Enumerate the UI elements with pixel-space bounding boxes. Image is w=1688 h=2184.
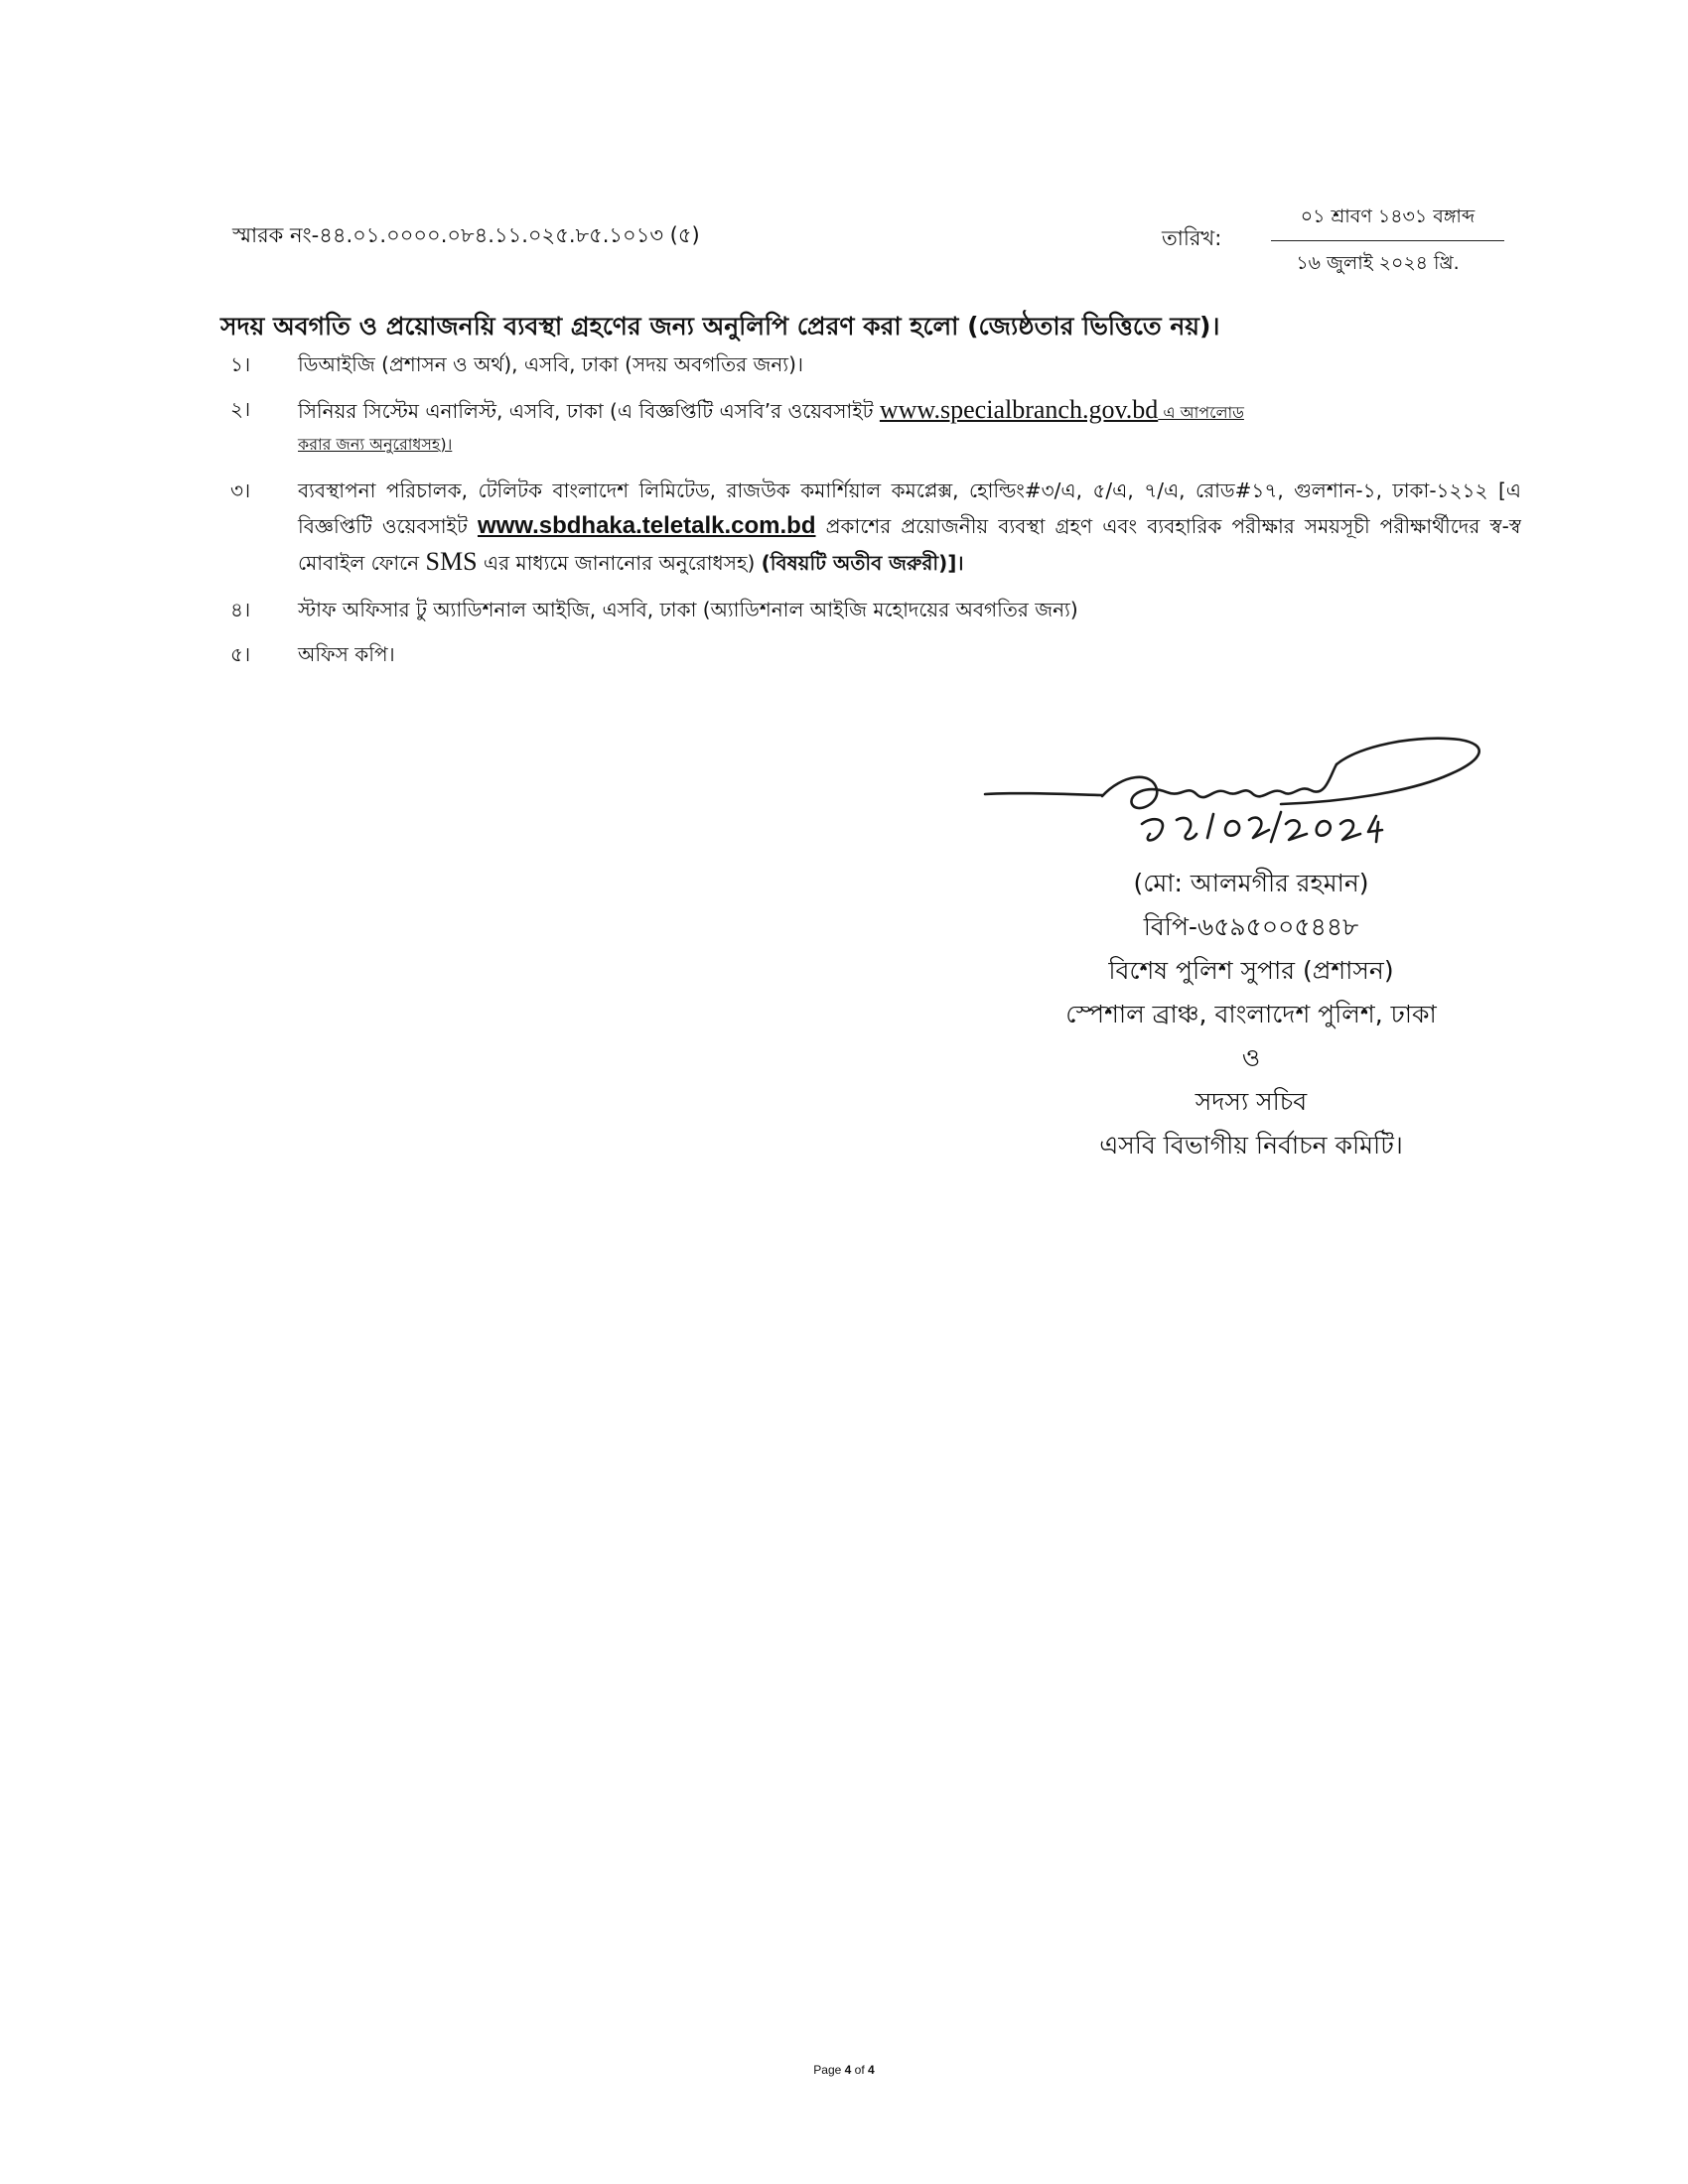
signatory-block (973, 862, 1529, 1167)
signature-stroke (1281, 739, 1479, 804)
date-stroke (1286, 820, 1307, 840)
list-item (230, 474, 1521, 581)
date-label: তারিখ: (1162, 226, 1222, 250)
item-number: ৩। (230, 478, 251, 502)
signatory-office: স্পেশাল ব্রাঞ্চ, বাংলাদেশ পুলিশ, ঢাকা (1065, 1000, 1437, 1028)
item-number: ৪। (230, 598, 251, 621)
date-stroke (1177, 818, 1196, 839)
date-stroke (1317, 821, 1331, 836)
page-footer (0, 2063, 1688, 2077)
item-text-mid: প্রকাশের প্রয়োজনীয় ব্যবস্থা গ্রহণ এবং ব্যবহারিক পরীক্ষার সময়সূচী পরীক্ষার্থীদের স্ব-স্ব মোবাইল ফোনে (298, 514, 1521, 575)
sms-text: SMS (425, 547, 478, 576)
memo-number: স্মারক নং-৪৪.০১.০০০০.০৮৪.১১.০২৫.৮৫.১০১৩ (৫) (232, 223, 700, 247)
date-bangla: ০১ শ্রাবণ ১৪৩১ বঙ্গাব্দ (1271, 203, 1504, 241)
signatory-role: সদস্য সচিব (1195, 1087, 1308, 1116)
list-item (230, 394, 1521, 460)
teletalk-link[interactable]: www.sbdhaka.teletalk.com.bd (477, 512, 816, 539)
item-text-continued: করার জন্য অনুরোধসহ)। (298, 435, 453, 454)
signatory-committee: এসবি বিভাগীয় নির্বাচন কমিটি। (1099, 1131, 1403, 1160)
list-item (230, 639, 1521, 670)
item-number: ২। (230, 397, 251, 421)
list-item (230, 349, 1521, 380)
page-current: 4 (844, 2063, 852, 2077)
date-stroke (1340, 820, 1360, 840)
signatory-title: বিশেষ পুলিশ সুপার (প্রশাসন) (1108, 956, 1394, 985)
signature-stroke (985, 793, 1102, 795)
date-block (1162, 203, 1504, 276)
item-text: স্টাফ অফিসার টু অ্যাডিশনাল আইজি, এসবি, ঢাকা (অ্যাডিশনাল আইজি মহোদয়ের অবগতির জন্য) (298, 598, 1078, 621)
item-number: ৫। (230, 642, 251, 666)
signatory-bp-number: বিপি-৬৫৯৫০০৫৪৪৮ (1143, 912, 1359, 941)
date-stroke (1207, 814, 1213, 838)
page-total: 4 (868, 2063, 875, 2077)
date-stroke (1225, 821, 1239, 836)
distribution-heading: সদয় অবগতি ও প্রয়োজনয়ি ব্যবস্থা গ্রহণের জন্য অনুলিপি প্রেরণ করা হলো (জ্যেষ্ঠতার ভিত্তিতে নয়)। (220, 312, 1220, 341)
signature-stroke (1102, 764, 1336, 808)
item-text: সিনিয়র সিস্টেম এনালিস্ট, এসবি, ঢাকা (এ বিজ্ঞপ্তিটি এসবি’র ওয়েবসাইট (298, 399, 880, 423)
date-stroke (1271, 812, 1281, 842)
item-number: ১। (230, 352, 251, 376)
distribution-list (230, 349, 1521, 684)
website-link[interactable]: www.specialbranch.gov.bd (879, 395, 1159, 424)
of-word: of (854, 2063, 865, 2077)
item-text-tail: এ আপলোড (1158, 403, 1244, 422)
date-stroke (1368, 816, 1382, 842)
date-gregorian: ১৬ জুলাই ২০২৪ খ্রি. (1296, 252, 1460, 274)
item-text: অফিস কপি। (298, 642, 395, 666)
item-text: ব্যবস্থাপনা পরিচালক, টেলিটক বাংলাদেশ লিমিটেড, রাজউক কমার্শিয়াল কমপ্লেক্স, হোল্ডিং#৩/এ, ৫/এ, ৭/এ, রোড#১৭, গুলশান-১, ঢাকা-১২১২ [এ বিজ্ঞপ্তিটি ওয়েবসাইট (298, 478, 1521, 538)
urgent-note: (বিষয়টি অতীব জরুরী)]। (761, 551, 964, 575)
date-values (1251, 203, 1504, 281)
page-word: Page (813, 2063, 842, 2077)
item-text: ডিআইজি (প্রশাসন ও অর্থ), এসবি, ঢাকা (সদয় অবগতির জন্য)। (298, 352, 804, 376)
signatory-conjunction: ও (1241, 1043, 1261, 1072)
date-stroke (1249, 818, 1269, 838)
item-text-post: এর মাধ্যমে জানানোর অনুরোধসহ) (477, 551, 756, 575)
signatory-name: (মো: আলমগীর রহমান) (1133, 869, 1369, 897)
date-stroke (1142, 819, 1163, 840)
list-item (230, 595, 1521, 625)
handwritten-signature (983, 735, 1499, 874)
